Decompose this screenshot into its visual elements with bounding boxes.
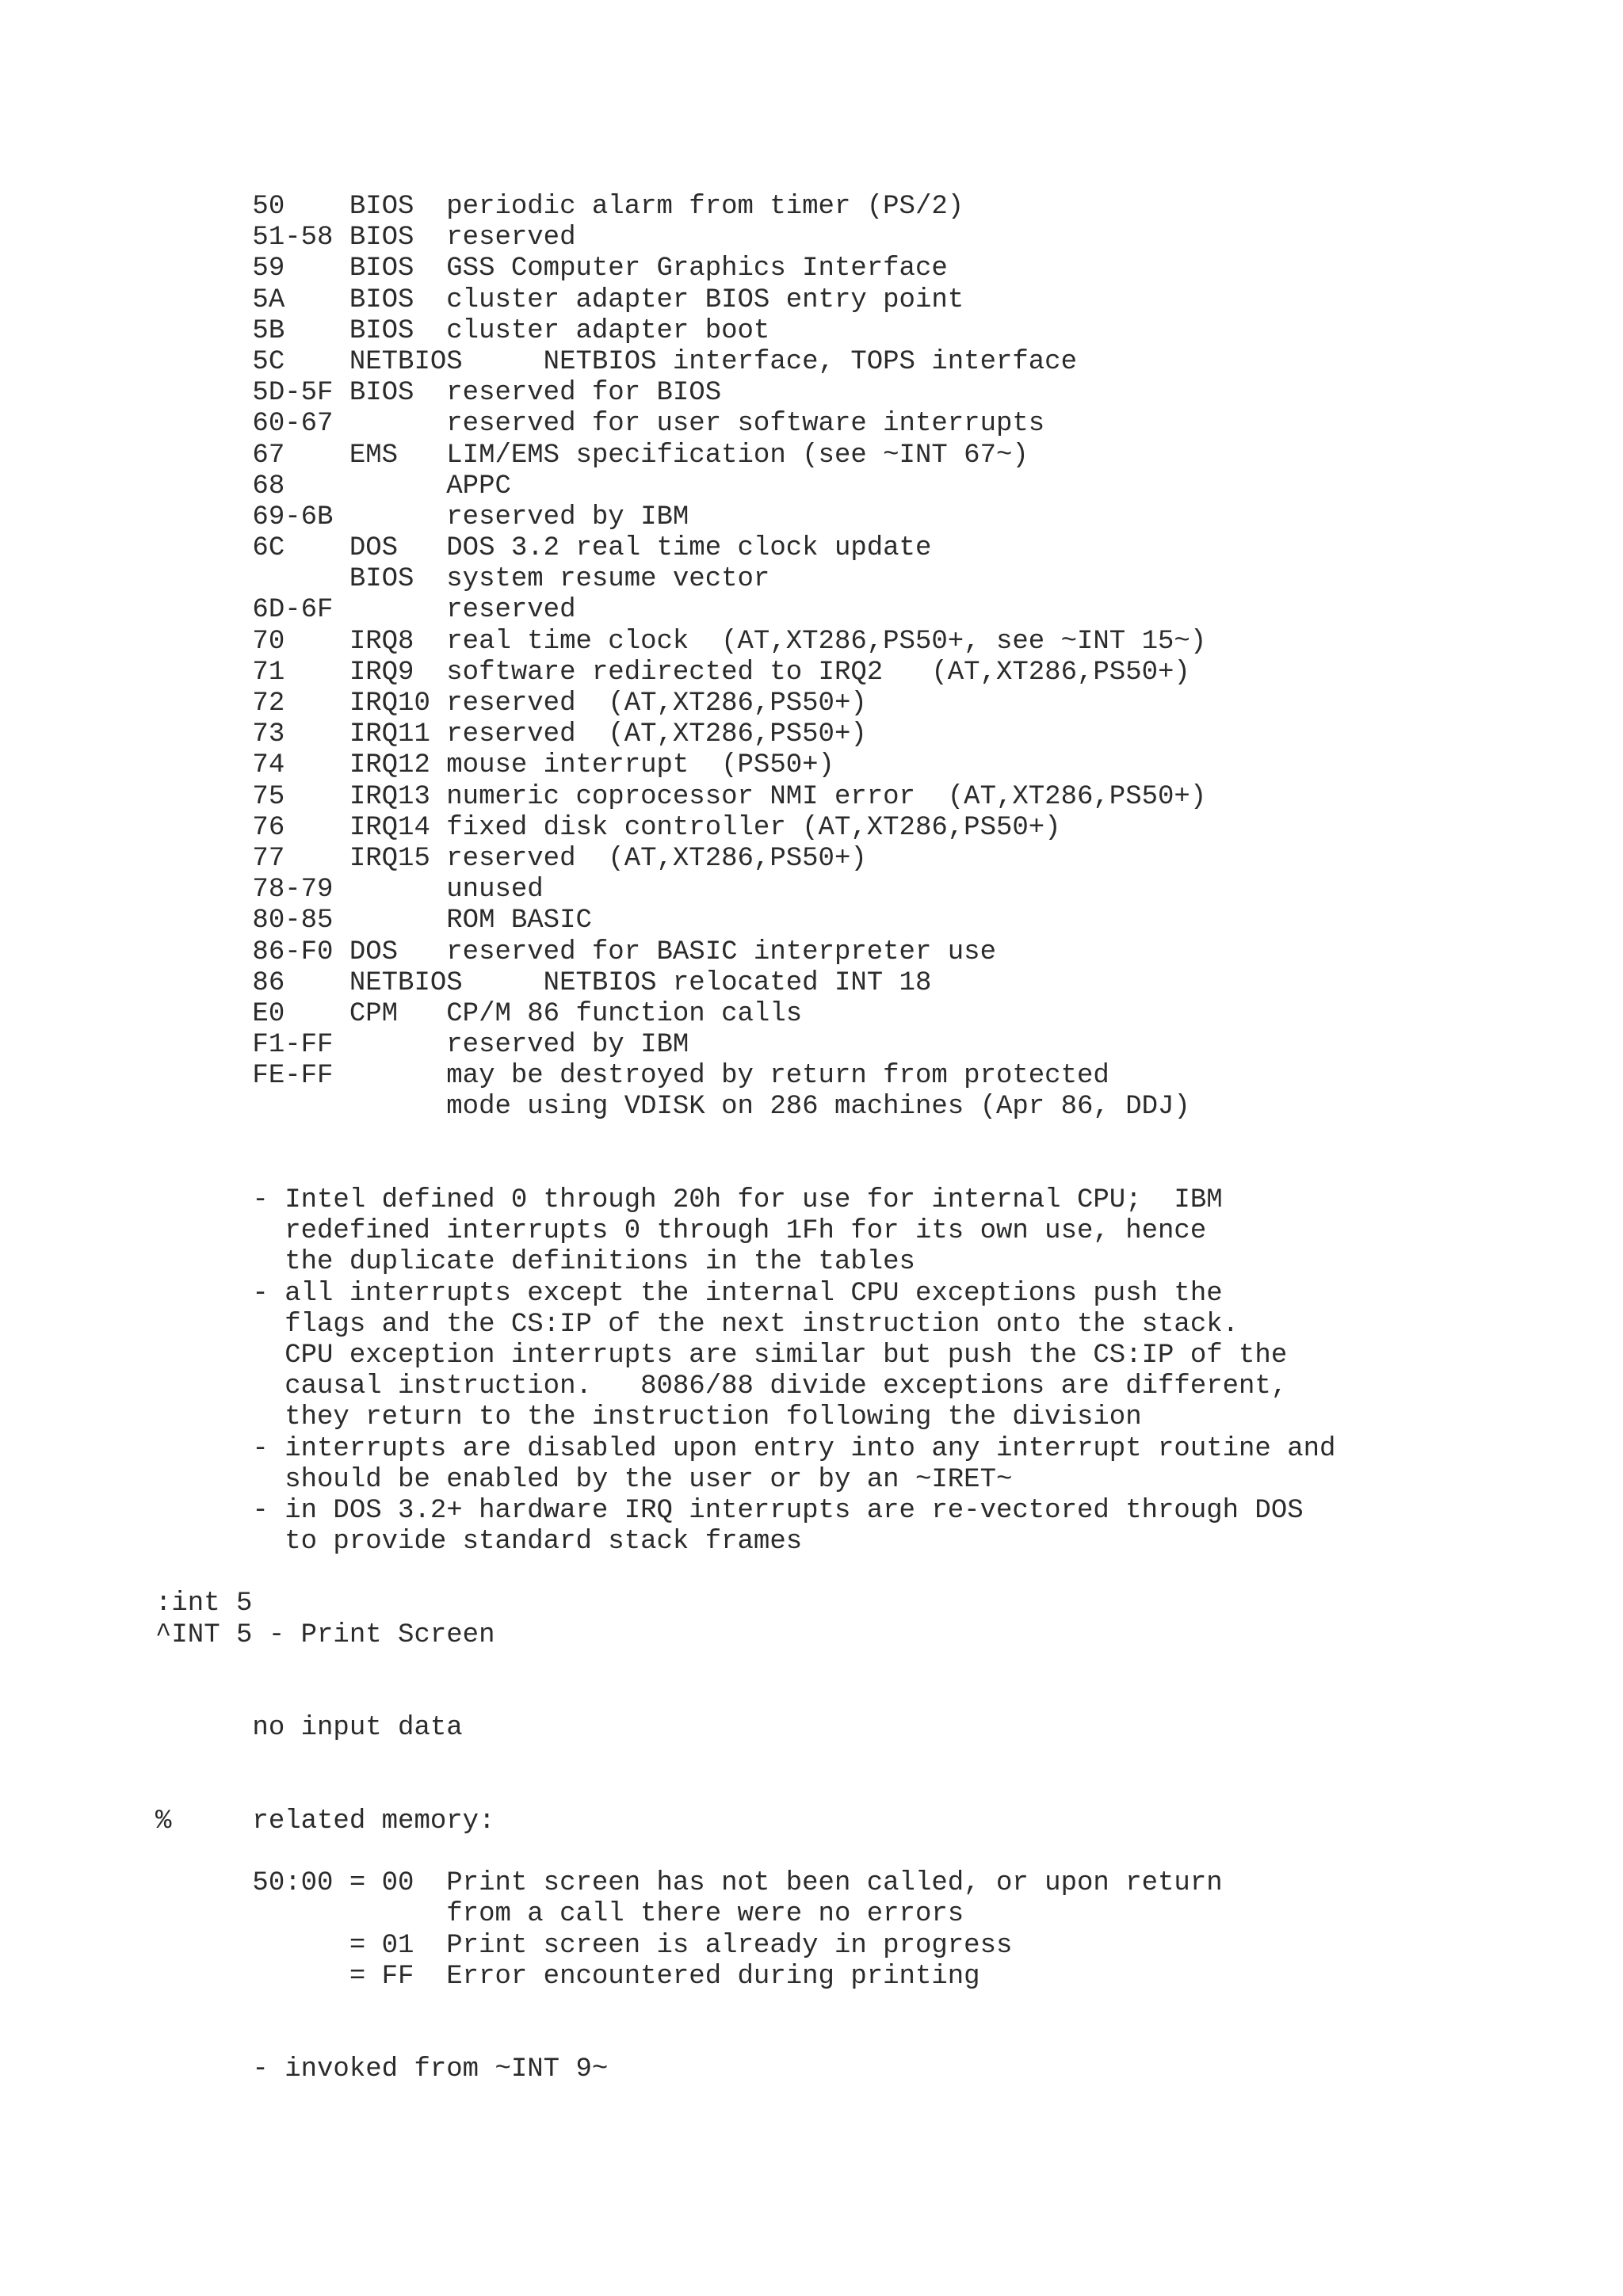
text-line: F1-FF reserved by IBM bbox=[155, 1030, 689, 1061]
text-line: 5A BIOS cluster adapter BIOS entry point bbox=[155, 284, 964, 315]
text-line: 50 BIOS periodic alarm from timer (PS/2) bbox=[155, 192, 964, 222]
text-line bbox=[155, 2023, 1335, 2054]
text-line: 78-79 unused bbox=[155, 875, 544, 906]
text-line: 74 IRQ12 mouse interrupt (PS50+) bbox=[155, 750, 834, 781]
text-line bbox=[155, 1993, 1335, 2023]
text-line bbox=[155, 1775, 1335, 1806]
text-line: 50:00 = 00 Print screen has not been called, or upon return bbox=[155, 1868, 1223, 1899]
text-line: no input data bbox=[155, 1713, 463, 1744]
text-line: they return to the instruction following the division bbox=[155, 1402, 1142, 1433]
text-line: CPU exception interrupts are similar but push the CS:IP of the bbox=[155, 1340, 1288, 1371]
text-line: - all interrupts except the internal CPU exceptions push the bbox=[155, 1278, 1223, 1309]
text-line: 5C NETBIOS NETBIOS interface, TOPS interface bbox=[155, 346, 1077, 377]
text-line: 73 IRQ11 reserved (AT,XT286,PS50+) bbox=[155, 719, 867, 750]
text-line bbox=[155, 1682, 1335, 1713]
text-line: to provide standard stack frames bbox=[155, 1527, 803, 1558]
text-line: % related memory: bbox=[155, 1806, 495, 1836]
text-line: from a call there were no errors bbox=[155, 1899, 964, 1930]
text-line: causal instruction. 8086/88 divide exceptions are different, bbox=[155, 1371, 1288, 1402]
text-line: flags and the CS:IP of the next instruction onto the stack. bbox=[155, 1309, 1239, 1340]
text-line: 51-58 BIOS reserved bbox=[155, 223, 576, 254]
text-line: - interrupts are disabled upon entry into any interrupt routine and bbox=[155, 1433, 1336, 1464]
text-line: 75 IRQ13 numeric coprocessor NMI error (AT,XT286,PS50+) bbox=[155, 781, 1207, 812]
text-line: 67 EMS LIM/EMS specification (see ~INT 67~) bbox=[155, 440, 1029, 471]
text-line: 80-85 ROM BASIC bbox=[155, 906, 592, 936]
document-text bbox=[155, 192, 1335, 2085]
text-line: - invoked from ~INT 9~ bbox=[155, 2054, 609, 2085]
text-line: 6D-6F reserved bbox=[155, 595, 576, 626]
text-line: 76 IRQ14 fixed disk controller (AT,XT286,PS50+) bbox=[155, 812, 1061, 843]
text-line: 5D-5F BIOS reserved for BIOS bbox=[155, 378, 722, 409]
text-line: 71 IRQ9 software redirected to IRQ2 (AT,XT286,PS50+) bbox=[155, 657, 1190, 688]
text-line: = FF Error encountered during printing bbox=[155, 1961, 980, 1992]
text-line: - in DOS 3.2+ hardware IRQ interrupts are re-vectored through DOS bbox=[155, 1495, 1304, 1526]
text-line: 60-67 reserved for user software interrupts bbox=[155, 409, 1045, 440]
text-line: 68 APPC bbox=[155, 471, 511, 502]
text-line: 86-F0 DOS reserved for BASIC interpreter use bbox=[155, 936, 996, 967]
text-line: 5B BIOS cluster adapter boot bbox=[155, 315, 770, 346]
text-line: ^INT 5 - Print Screen bbox=[155, 1619, 495, 1650]
text-line bbox=[155, 1123, 1335, 1154]
text-line: mode using VDISK on 286 machines (Apr 86, DDJ) bbox=[155, 1092, 1190, 1123]
text-line: 69-6B reserved by IBM bbox=[155, 502, 689, 532]
text-line: 72 IRQ10 reserved (AT,XT286,PS50+) bbox=[155, 688, 867, 719]
text-line: E0 CPM CP/M 86 function calls bbox=[155, 998, 803, 1029]
text-line: redefined interrupts 0 through 1Fh for its own use, hence bbox=[155, 1216, 1207, 1247]
text-line: the duplicate definitions in the tables bbox=[155, 1247, 915, 1278]
text-line: 6C DOS DOS 3.2 real time clock update bbox=[155, 533, 932, 564]
text-line: :int 5 bbox=[155, 1589, 253, 1619]
text-line bbox=[155, 1154, 1335, 1185]
text-line: FE-FF may be destroyed by return from protected bbox=[155, 1061, 1109, 1092]
text-line bbox=[155, 1837, 1335, 1868]
text-line: = 01 Print screen is already in progress bbox=[155, 1930, 1013, 1961]
text-line: 86 NETBIOS NETBIOS relocated INT 18 bbox=[155, 967, 932, 998]
text-line: BIOS system resume vector bbox=[155, 564, 770, 595]
text-line bbox=[155, 1744, 1335, 1775]
text-line bbox=[155, 1558, 1335, 1589]
text-line: 59 BIOS GSS Computer Graphics Interface bbox=[155, 254, 948, 284]
text-line: 77 IRQ15 reserved (AT,XT286,PS50+) bbox=[155, 843, 867, 874]
text-line: should be enabled by the user or by an ~IRET~ bbox=[155, 1464, 1013, 1495]
text-line: 70 IRQ8 real time clock (AT,XT286,PS50+, see ~INT 15~) bbox=[155, 626, 1207, 657]
text-line: - Intel defined 0 through 20h for use for internal CPU; IBM bbox=[155, 1185, 1223, 1215]
text-line bbox=[155, 1651, 1335, 1682]
